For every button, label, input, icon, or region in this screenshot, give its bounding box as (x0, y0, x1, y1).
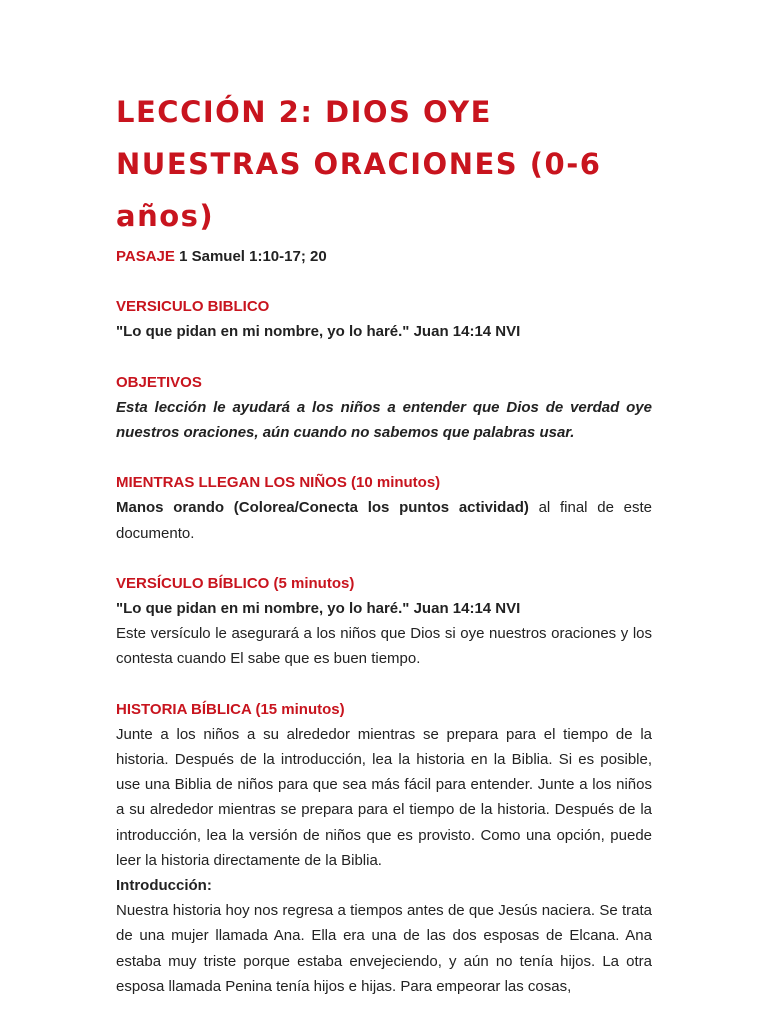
objetivos-text: Esta lección le ayudará a los niños a entender que Dios de verdad oye nuestros oraciones, aún cuando no sabemos que palabras usar. (116, 398, 652, 442)
pasaje-line (116, 244, 652, 269)
lesson-page (116, 86, 652, 999)
mientras-heading: MIENTRAS LLEGAN LOS NIÑOS (10 minutos) (116, 474, 441, 492)
objetivos-heading: OBJETIVOS (116, 373, 202, 391)
introduccion-text: Nuestra historia hoy nos regresa a tiempos antes de que Jesús naciera. Se trata de una mujer llamada Ana. Ella era una de las dos esposas de Elcana. Ana estaba muy triste porque estaba envejeciendo, y aún no tenía hijos. La otra esposa llamada Penina tenía hijos e hijas. Para empeorar las cosas, (116, 902, 652, 995)
mientras-plain-text: al final de este documento. (116, 499, 653, 542)
versiculo-text: "Lo que pidan en mi nombre, yo lo haré." Juan 14:14 NVI (116, 323, 521, 341)
mientras-bold-text: Manos orando (Colorea/Conecta los puntos actividad) (116, 499, 529, 517)
mientras-text (116, 495, 652, 545)
pasaje-label: PASAJE (116, 248, 175, 265)
historia-text: Junte a los niños a su alrededor mientras se prepara para el tiempo de la historia. Después de la introducción, lea la historia en la Biblia. Si es posible, use una Biblia de niños para que sea más fácil para entender. Junte a los niños a su alrededor mientras se prepara para el tiempo de la historia. Después de la introducción, lea la versión de niños que es provisto. Como una opción, puede leer la historia directamente de la Biblia. (116, 725, 652, 869)
spacer (116, 345, 652, 370)
versiculo-biblico-text: Este versículo le asegurará a los niños que Dios si oye nuestros oraciones y los contesta cuando El sabe que es buen tiempo. (116, 625, 652, 668)
versiculo-biblico-heading: VERSÍCULO BÍBLICO (5 minutos) (116, 574, 355, 592)
introduccion-label: Introducción: (116, 877, 212, 895)
versiculo-heading: VERSICULO BIBLICO (116, 298, 270, 316)
spacer (116, 546, 652, 571)
versiculo-biblico-quote: "Lo que pidan en mi nombre, yo lo haré." Juan 14:14 NVI (116, 600, 521, 618)
spacer (116, 269, 652, 294)
pasaje-value: 1 Samuel 1:10-17; 20 (179, 248, 327, 265)
historia-heading: HISTORIA BÍBLICA (15 minutos) (116, 700, 345, 718)
lesson-title: LECCIÓN 2: DIOS OYE NUESTRAS ORACIONES (0-6 años) (116, 95, 602, 233)
spacer (116, 672, 652, 697)
spacer (116, 445, 652, 470)
